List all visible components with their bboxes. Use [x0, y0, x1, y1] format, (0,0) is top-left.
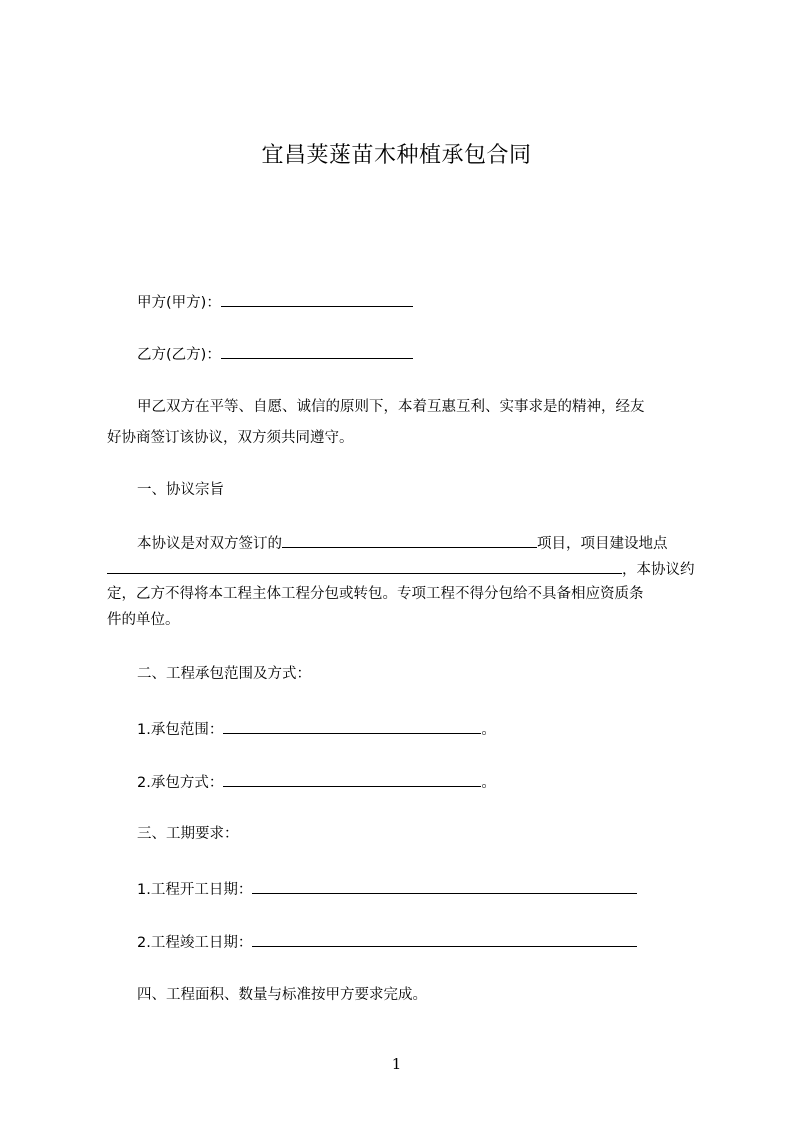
intro-paragraph-line-1: 甲乙双方在平等、自愿、诚信的原则下，本着互惠互利、实事求是的精神，经友 [137, 399, 645, 415]
scope-period: 。 [481, 722, 496, 738]
intro-paragraph-line-2: 好协商签订该协议，双方须共同遵守。 [107, 430, 354, 446]
section-1-line-2 [107, 558, 695, 580]
document-title: 宜昌荚蒾苗木种植承包合同 [261, 143, 532, 168]
party-b-blank[interactable] [221, 343, 413, 359]
party-a-line [137, 291, 413, 313]
section-1-heading: 一、协议宗旨 [137, 482, 224, 498]
end-date-line [137, 931, 637, 953]
end-date-blank[interactable] [252, 931, 637, 947]
project-location-blank[interactable] [107, 558, 622, 574]
start-date-label: 1.工程开工日期： [137, 882, 253, 898]
scope-blank[interactable] [223, 718, 481, 734]
party-a-blank[interactable] [221, 291, 413, 307]
method-period: 。 [481, 775, 496, 791]
project-name-blank[interactable] [282, 532, 537, 548]
section-1-text-a: 本协议是对双方签订的 [137, 536, 282, 552]
section-1-text-b: 项目，项目建设地点 [537, 536, 668, 552]
party-b-line [137, 343, 413, 365]
section-1-line-1 [137, 532, 668, 554]
start-date-line [137, 878, 637, 900]
section-2-heading: 二、工程承包范围及方式： [137, 666, 311, 682]
page-number: 1 [391, 1055, 402, 1073]
section-1-line-4: 件的单位。 [107, 612, 180, 628]
party-b-label: 乙方(乙方)： [137, 347, 221, 363]
section-1-line-2-end: ，本协议约 [622, 562, 695, 578]
section-1-line-3: 定，乙方不得将本工程主体工程分包或转包。专项工程不得分包给不具备相应资质条 [107, 586, 644, 602]
method-label: 2.承包方式： [137, 775, 224, 791]
party-a-label: 甲方(甲方)： [137, 295, 221, 311]
start-date-blank[interactable] [252, 878, 637, 894]
scope-line [137, 718, 496, 740]
section-4-heading: 四、工程面积、数量与标准按甲方要求完成。 [137, 987, 427, 1003]
end-date-label: 2.工程竣工日期： [137, 935, 253, 951]
method-line [137, 771, 496, 793]
section-3-heading: 三、工期要求： [137, 826, 239, 842]
method-blank[interactable] [223, 771, 481, 787]
scope-label: 1.承包范围： [137, 722, 224, 738]
